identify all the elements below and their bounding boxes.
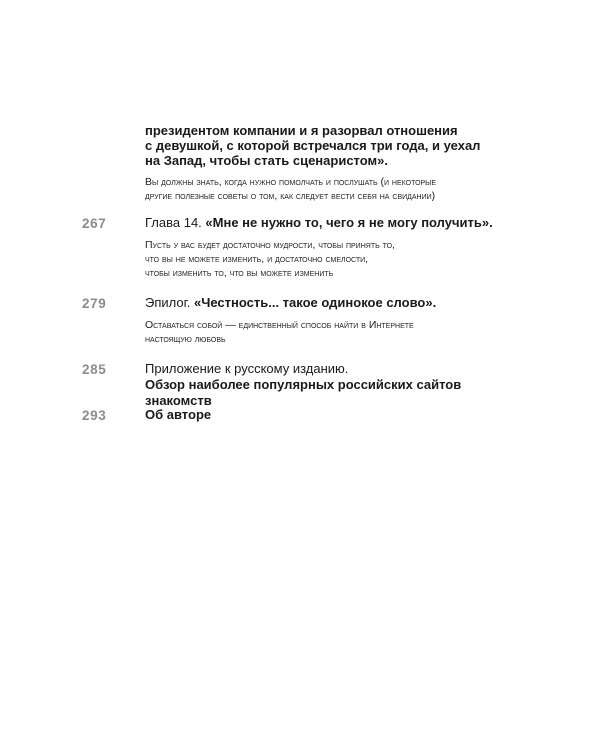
title-strong: Обзор наиболее популярных российских сайтов знакомств [145,377,462,408]
title-lead: Эпилог. [145,295,194,310]
toc-entry-description [145,175,525,203]
title-lead: Глава 14. [145,215,206,230]
desc-line: настоящую любовь [145,333,226,345]
toc-entry-title [145,215,525,231]
desc-line: Пусть у вас будет достаточно мудрости, чтобы принять то, [145,239,395,251]
toc-entry-body [145,123,525,203]
desc-line: Вы должны знать, когда нужно помолчать и послушать (и некоторые [145,176,437,188]
title-strong: «Мне не нужно то, чего я не могу получить». [205,215,493,230]
title-strong: «Честность... такое одинокое слово». [194,295,437,310]
desc-line: другие полезные советы о том, как следует вести себя на свидании) [145,190,436,202]
title-line: с девушкой, с которой встречался три года, и уехал [145,138,481,153]
desc-line: чтобы изменить то, что вы можете изменить [145,267,334,279]
toc-entry-description [145,318,525,346]
title-strong: Об авторе [145,407,212,422]
page-number: 279 [82,296,107,311]
toc-entry-title [145,295,525,311]
toc-entry-body [145,361,525,409]
toc-entry-body [145,295,525,346]
page-number: 267 [82,216,107,231]
toc-entry-body [145,407,525,423]
toc-entry-title [145,407,525,423]
title-lead: Приложение к русскому изданию. [145,361,349,376]
toc-entry-title [145,123,525,168]
toc-entry-title [145,361,525,409]
desc-line: Оставаться собой — единственный способ найти в Интернете [145,319,414,331]
title-line: президентом компании и я разорвал отношения [145,123,458,138]
toc-entry-body [145,215,525,280]
page-number: 293 [82,408,107,423]
title-line: на Запад, чтобы стать сценаристом». [145,153,388,168]
page-number: 285 [82,362,107,377]
desc-line: что вы не можете изменить, и достаточно смелости, [145,253,369,265]
toc-entry-description [145,238,525,280]
